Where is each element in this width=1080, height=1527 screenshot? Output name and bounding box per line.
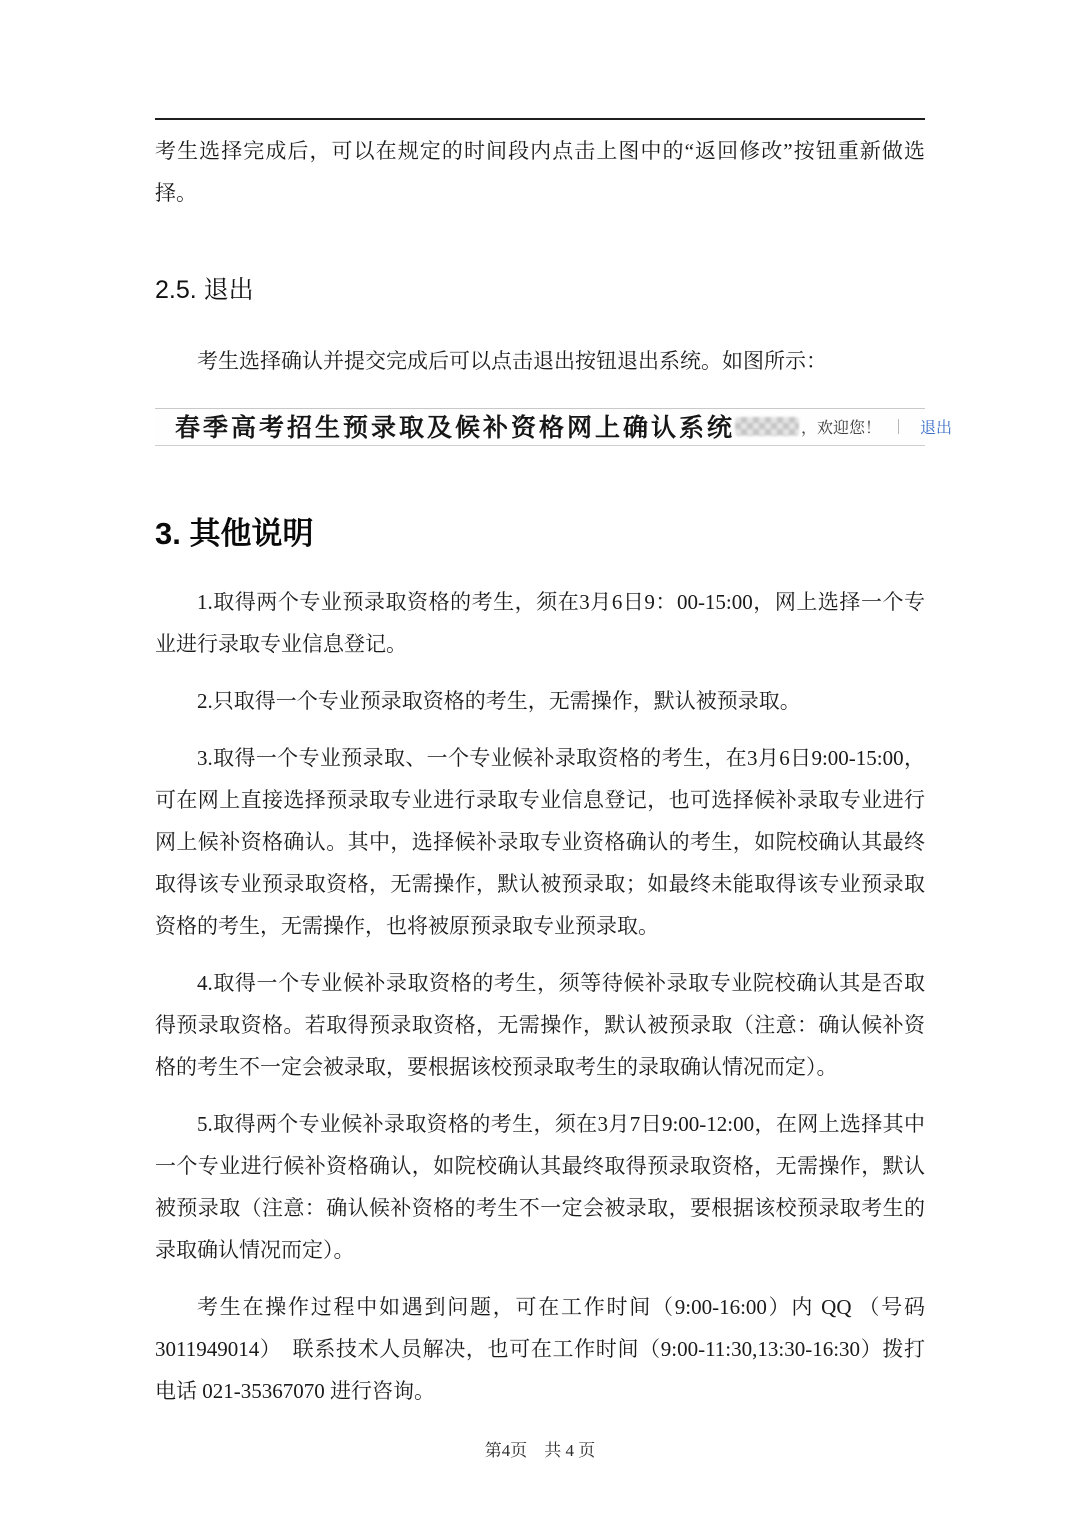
note-paragraph-3: 3.取得一个专业预录取、一个专业候补录取资格的考生，在3月6日9:00-15:00，可在网上直接选择预录取专业进行录取专业信息登记，也可选择候补录取专业进行网上候补资格确认。其中，选择候补录取专业资格确认的考生，如院校确认其最终取得该专业预录取资格，无需操作，默认被预录取；如最终未能取得该专业预录取资格的考生，无需操作，也将被原预录取专业预录取。 [155, 746, 925, 938]
intro-paragraph: 考生选择完成后，可以在规定的时间段内点击上图中的“返回修改”按钮重新做选择。 [155, 139, 925, 205]
note-paragraph-2: 2.只取得一个专业预录取资格的考生，无需操作，默认被预录取。 [197, 689, 801, 713]
system-header-user-area [735, 415, 952, 438]
note-paragraph-5: 5.取得两个专业候补录取资格的考生，须在3月7日9:00-12:00，在网上选择其中一个专业进行候补资格确认，如院校确认其最终取得预录取资格，无需操作，默认被预录取（注意：确认候补资格的考生不一定会被录取，要根据该校预录取考生的录取确认情况而定）。 [155, 1112, 925, 1262]
note-paragraph-4: 4.取得一个专业候补录取资格的考生，须等待候补录取专业院校确认其是否取得预录取资格。若取得预录取资格，无需操作，默认被预录取（注意：确认候补资格的考生不一定会被录取，要根据该校预录取考生的录取确认情况而定）。 [155, 971, 925, 1079]
exit-paragraph: 考生选择确认并提交完成后可以点击退出按钮退出系统。如图所示： [197, 349, 827, 373]
note-paragraph-1: 1.取得两个专业预录取资格的考生，须在3月6日9：00-15:00，网上选择一个专业进行录取专业信息登记。 [155, 590, 925, 656]
logout-link: 退出 [920, 419, 953, 437]
section-heading-exit: 2.5. 退出 [155, 276, 254, 304]
other-notes-body [155, 581, 925, 1412]
divider-bar: ｜ [891, 418, 907, 436]
user-name-blurred [735, 417, 799, 436]
top-divider-rule [155, 118, 925, 120]
page-number-footer: 第4页 共 4 页 [484, 1441, 596, 1460]
contact-paragraph: 考生在操作过程中如遇到问题，可在工作时间（9:00-16:00）内 QQ （号码 3011949014） 联系技术人员解决，也可在工作时间（9:00-11:30,13:30-16:30）拨打电话 021-35367070 进行咨询。 [155, 1295, 925, 1403]
system-title: 春季高考招生预录取及候补资格网上确认系统 [175, 415, 736, 442]
section-heading-other-notes: 3. 其他说明 [155, 516, 314, 551]
welcome-text: ，欢迎您！ [801, 419, 882, 437]
embedded-system-header-screenshot [155, 408, 953, 446]
document-page [155, 0, 953, 1461]
